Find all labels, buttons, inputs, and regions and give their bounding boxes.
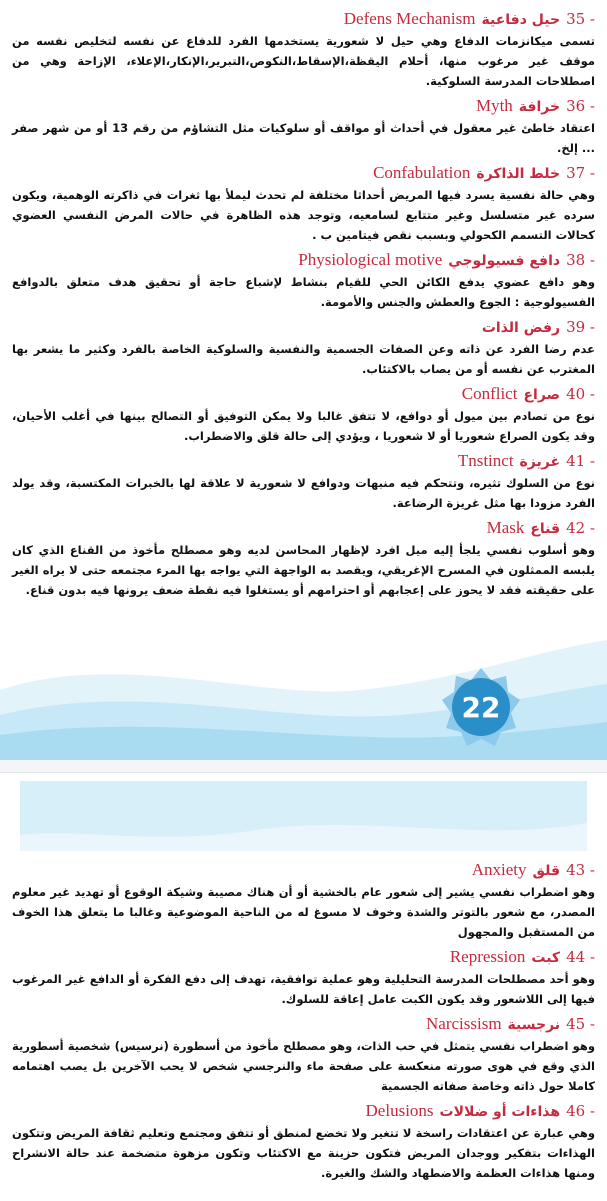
entry-definition: وهو أسلوب نفسي يلجأ إليه ميل افرد لإظهار المحاسن لديه وهو مصطلح مأخوذ من القناع الذي كان يلبسه الممثلون في المسرح الإغريقي، ويقصد به الواجهة التي يواجه بها المرء مجتمعه حتى لا يراه الغير على حقيقته فقد لا يحوز على إعجابهم أو احترامهم أو يستغلوا فيه نقطة ضعف يرونها فيه بدون قناع. xyxy=(12,543,595,597)
entry-term-english: Tnstinct xyxy=(457,451,514,470)
entry-term-english: Narcissism xyxy=(426,1014,502,1033)
entry-number: 40 - xyxy=(566,385,595,403)
entry-term-arabic: دافع فسيولوجي xyxy=(448,253,561,269)
entry-definition: نوع من تصادم بين ميول أو دوافع، لا تتفق غالبا ولا يمكن التوفيق أو التصالح بينها في أغلب الأحيان، وقد يكون الصراع شعوريا أو لا شعوريا ، ويؤدي إلى حالة قلق والاضطراب. xyxy=(12,409,595,443)
entry-term-english: Anxiety xyxy=(471,860,527,879)
entry-term-english: Repression xyxy=(449,947,526,966)
entry-definition: وهو اضطراب نفسي يشير إلى شعور عام بالخشية أو أن هناك مصيبة وشيكة الوقوع أو تهديد غير معلوم المصدر، مع شعور بالتوتر والشدة وخوف لا مسوغ له من الناحية الموضوعية وغالبا ما يتعلق هذا الخوف من المستقبل والمجهول xyxy=(12,885,595,939)
entry-term-arabic: غريزة xyxy=(519,454,561,470)
entry-number: 42 - xyxy=(566,519,595,537)
entry-term-english: Mask xyxy=(486,518,525,537)
entry-term-english: Physiological motive xyxy=(298,250,443,269)
entry-number: 43 - xyxy=(566,861,595,879)
page-number: 22 xyxy=(461,690,501,724)
entry-definition: نوع من السلوك تثيره، وتتحكم فيه منبهات ودوافع لا شعورية لا علاقة لها بالخبرات المكتسبة، وقد يولد الفرد مزودا بها مثل غريزة الرضاعة. xyxy=(12,476,595,510)
entry-term-arabic: قناع xyxy=(530,521,561,537)
entry-term-arabic: صراع xyxy=(523,387,561,403)
entry-number: 37 - xyxy=(566,164,595,182)
entry-number: 45 - xyxy=(566,1015,595,1033)
entry-number: 38 - xyxy=(566,251,595,269)
entry-number: 36 - xyxy=(566,97,595,115)
entry-number: 41 - xyxy=(566,452,595,470)
entry-term-arabic: رفض الذات xyxy=(481,320,561,336)
entry-term-english: Myth xyxy=(475,96,513,115)
entry-term-arabic: خرافة xyxy=(518,99,561,115)
entry-heading xyxy=(12,859,595,882)
entry-definition: وهي عبارة عن اعتقادات راسخة لا تتغير ولا تخضع لمنطق أو تتفق ومجتمع وتعليم ثقافة المريض وتتكون الهذاءات بتفكير ووجدان المريض فتكون حزينة مع الاكتئاب وتكون مزهوة متضخمة عند حالة الانشراح ومنها هذاءات العظمة والاضطهاد والشك والغيرة. xyxy=(12,1126,595,1180)
entry-number: 35 - xyxy=(566,10,595,28)
page-23 xyxy=(0,772,607,1201)
entry-term-english: Conflict xyxy=(461,384,518,403)
entry-definition: وهو دافع عضوي يدفع الكائن الحي للقيام بنشاط لإشباع حاجة أو تحقيق هدف متعلق بالدوافع الفسيولوجية : الجوع والعطش والجنس والأمومة. xyxy=(12,275,595,309)
entry-term-arabic: حيل دفاعية xyxy=(481,12,561,28)
entry-46 xyxy=(12,1100,595,1183)
entry-number: 44 - xyxy=(566,948,595,966)
entry-definition: اعتقاد خاطئ غير معقول في أحداث أو مواقف أو سلوكيات مثل التشاؤم من رقم 13 أو من شهر صفر ... إلخ. xyxy=(12,121,596,155)
entry-heading xyxy=(12,1100,595,1123)
header-wave-decoration xyxy=(0,773,607,863)
entry-definition: تسمى ميكانزمات الدفاع وهي حيل لا شعورية يستخدمها الفرد للدفاع عن نفسه لتخليص نفسه من موقف غير مرغوب منها، أحلام اليقظة،الإسقاط،النكوص،التبرير،الإنكار،الإعلاء، الإزاحة وهي من اصطلاحات المدرسة السلوكية. xyxy=(12,34,595,88)
entry-term-english: Confabulation xyxy=(373,163,471,182)
entry-heading xyxy=(12,946,595,969)
entry-definition: وهي حالة نفسية يسرد فيها المريض أحداثا مختلفة لم تحدث ليملأ بها ثغرات في ذاكرته الوهمية، ويكون سرده غير متسلسل وغير متتابع لسامعيه، وتوجد هذه الظاهرة في حالات المرض النفسي العضوي كحالات التسمم الكحولي وبسبب نقص فيتامين ب . xyxy=(12,188,595,242)
entry-definition: وهو اضطراب نفسي يتمثل في حب الذات، وهو مصطلح مأخوذ من أسطورة (نرسيس) شخصية أسطورية الذي وقع في هوى صورته منعكسة على صفحة ماء والنرجسي شخص لا يحب الآخرين بل يصب اهتمامه كاملا حول ذاته وخاصة صفاته الجسمية xyxy=(12,1039,595,1093)
entry-term-arabic: قلق xyxy=(532,863,561,879)
entry-term-arabic: كبت xyxy=(531,950,561,966)
entry-43 xyxy=(12,859,595,942)
entries-list-bottom xyxy=(12,859,595,1187)
entry-heading xyxy=(12,1013,595,1036)
entry-44 xyxy=(12,946,595,1009)
entry-term-arabic: نرجسية xyxy=(507,1017,561,1033)
entry-term-arabic: هذاءات أو ضلالات xyxy=(439,1104,561,1120)
page-number-badge xyxy=(440,666,522,748)
entry-number: 39 - xyxy=(566,318,595,336)
entry-45 xyxy=(12,1013,595,1096)
entry-term-english: Defens Mechanism xyxy=(343,9,476,28)
entry-term-arabic: خلط الذاكرة xyxy=(476,166,561,182)
page-gap xyxy=(0,760,607,772)
entry-number: 46 - xyxy=(566,1102,595,1120)
entry-definition: عدم رضا الفرد عن ذاته وعن الصفات الجسمية والنفسية والسلوكية الخاصة بالفرد وكثير ما يشعر بها المغترب عن نفسه أو من يصاب بالاكتئاب. xyxy=(12,342,595,376)
entry-definition: وهو أحد مصطلحات المدرسة التحليلية وهو عملية توافقية، تهدف إلى دفع الفكرة أو الدافع غير المرغوب فيها إلى اللاشعور وقد يكون الكبت عامل إعاقة للسلوك. xyxy=(12,972,595,1006)
entry-term-english: Delusions xyxy=(365,1101,434,1120)
